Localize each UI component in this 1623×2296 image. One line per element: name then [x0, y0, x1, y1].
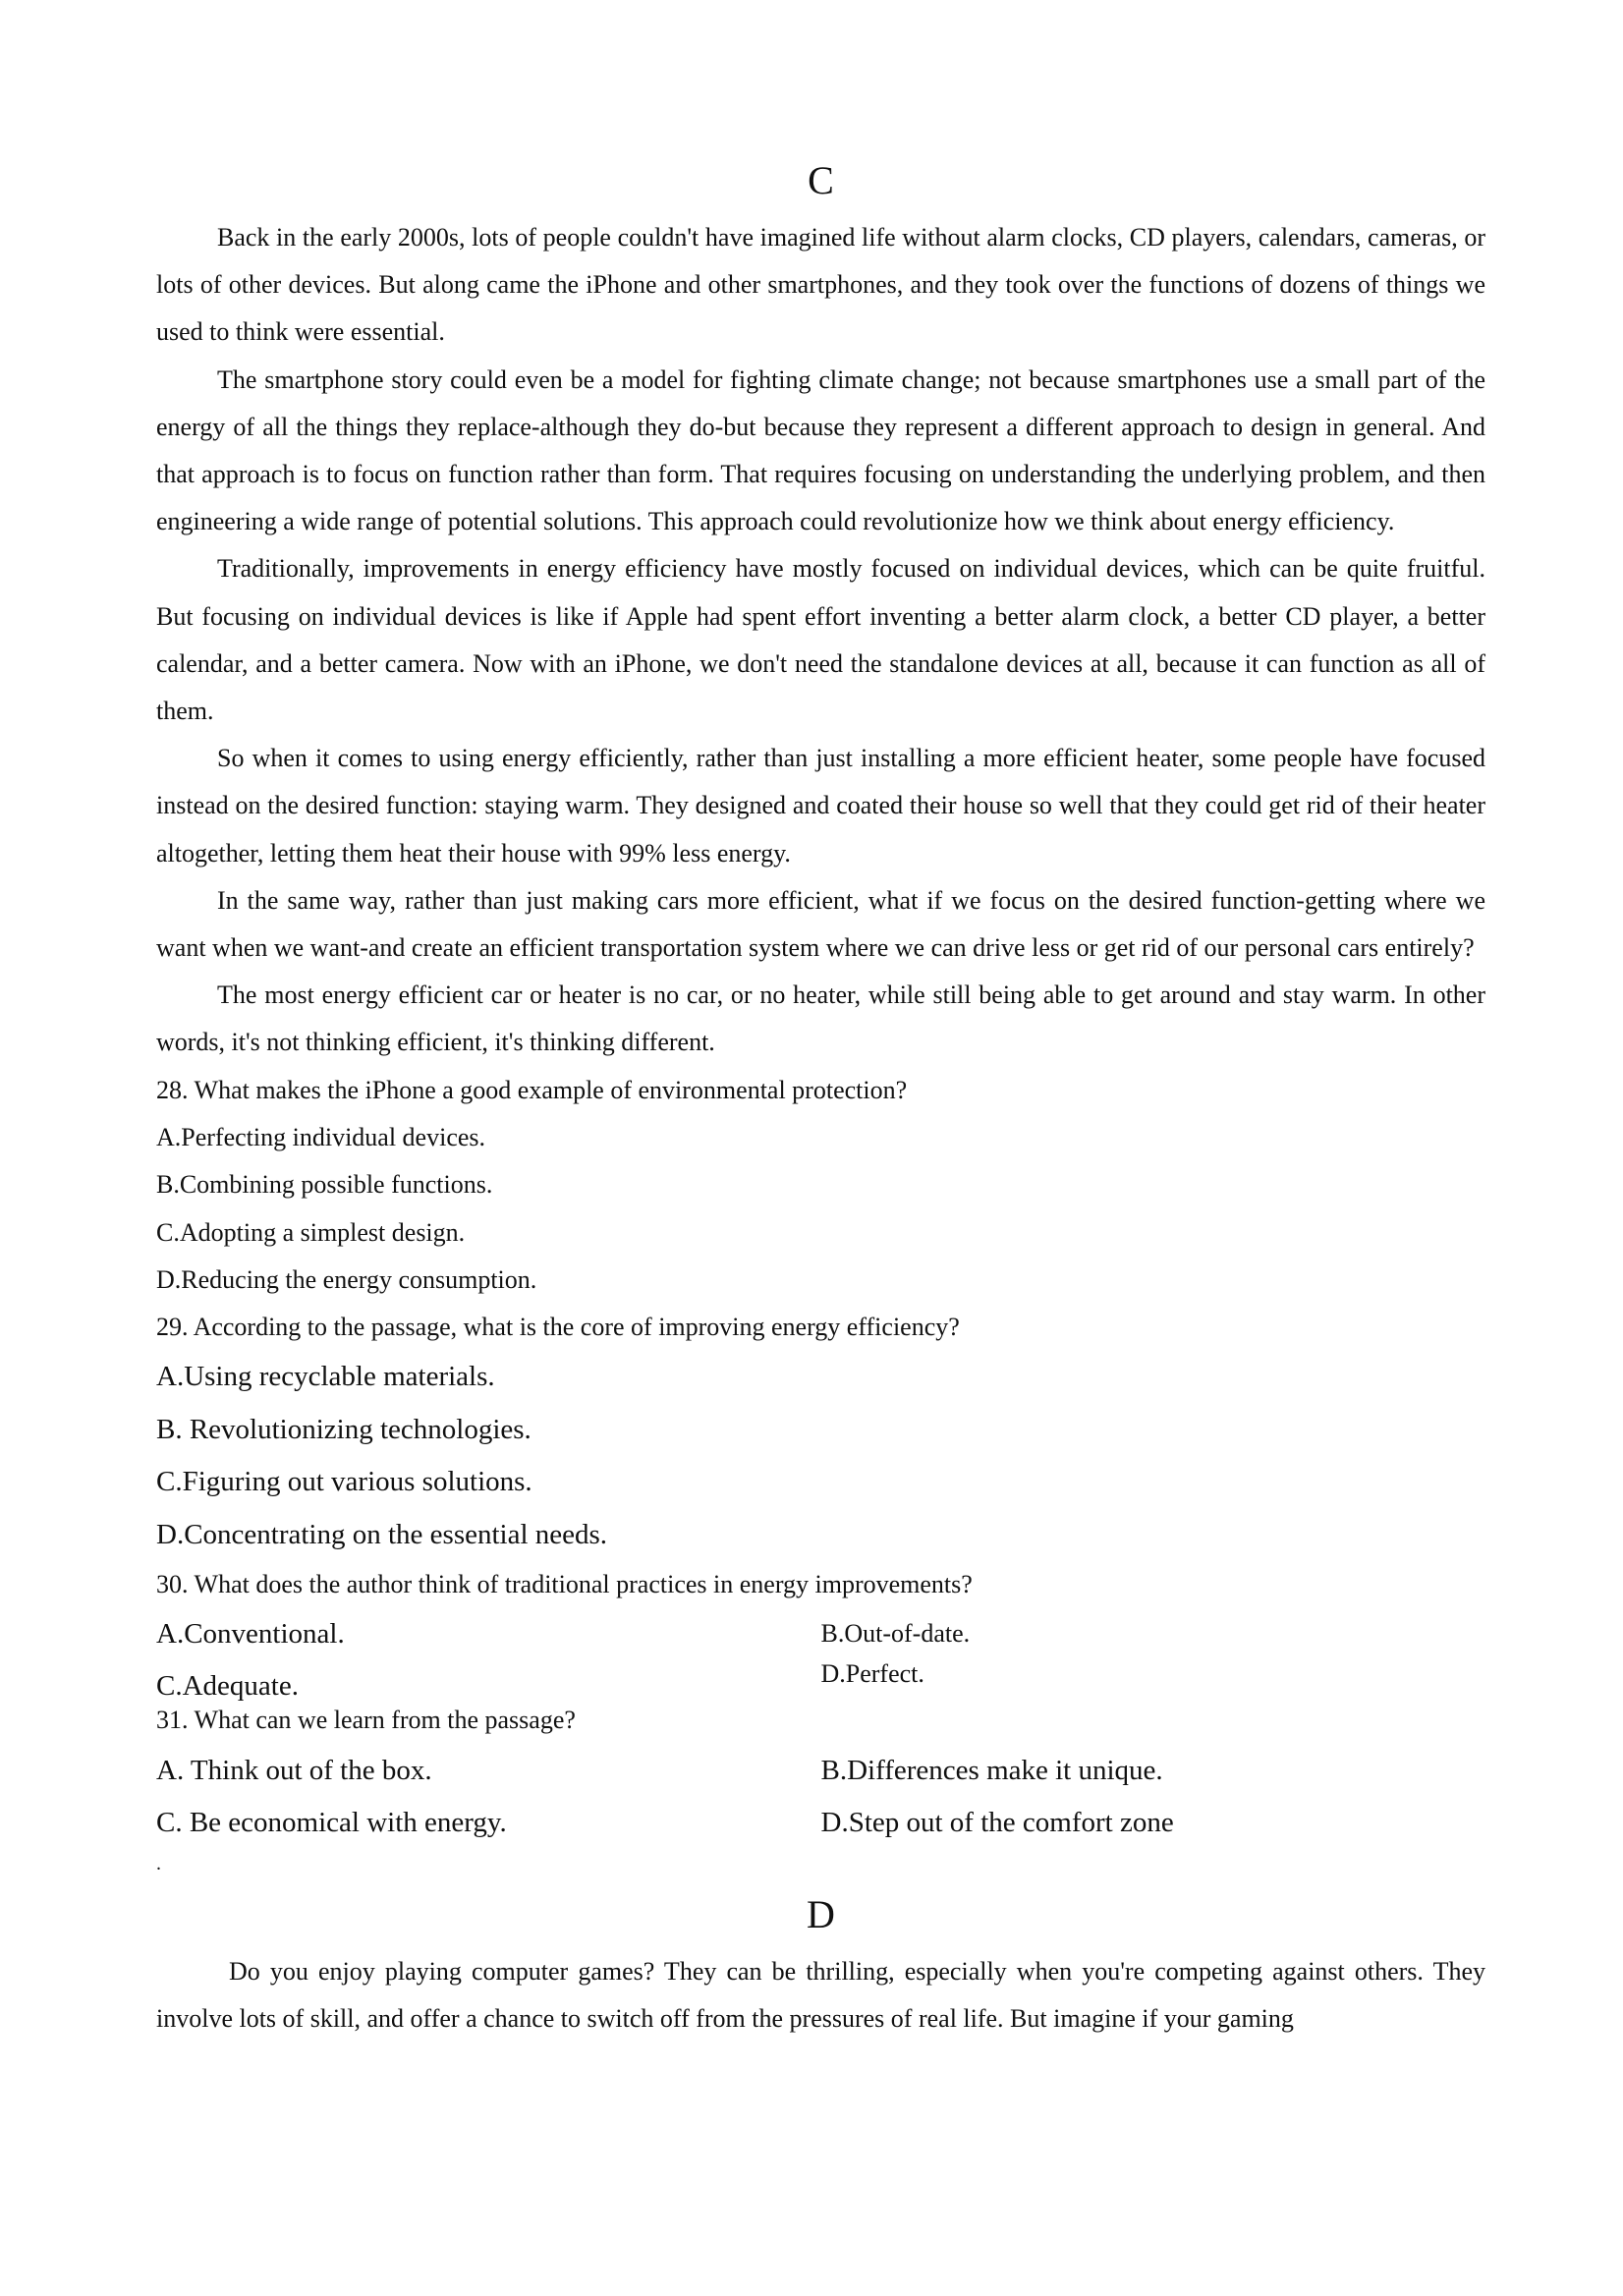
question-31-option-c: C. Be economical with energy.: [156, 1807, 507, 1839]
question-31-option-b: B.Differences make it unique.: [820, 1754, 1163, 1786]
passage-c-paragraph-2: The smartphone story could even be a model for fighting climate change; not because smartphones use a small part of the energy of all the things they replace-although they do-but because they represent a different approach to design in general. And that approach is to focus on function rather than form. That requires focusing on understanding the underlying problem, and then engineering a wide range of potential solutions. This approach could revolutionize how we think about energy efficiency.: [156, 364, 1485, 536]
question-28-option-b: B.Combining possible functions.: [156, 1170, 493, 1200]
question-29: [156, 1304, 1485, 1561]
question-30-option-d: D.Perfect.: [820, 1659, 924, 1689]
section-d-heading: D: [807, 1891, 835, 1936]
question-29-option-b: B. Revolutionizing technologies.: [156, 1413, 532, 1445]
question-28-option-c: C.Adopting a simplest design.: [156, 1217, 466, 1247]
question-30: [156, 1561, 1485, 1703]
question-29-option-a: A.Using recyclable materials.: [156, 1361, 495, 1393]
question-31-options-row-1: [156, 1745, 1485, 1798]
question-31-options-row-2: [156, 1797, 1485, 1850]
question-28-option-d: D.Reducing the energy consumption.: [156, 1264, 537, 1294]
section-d: [156, 1881, 1485, 2043]
question-30-option-c: C.Adequate.: [156, 1670, 299, 1703]
question-31-option-a: A. Think out of the box.: [156, 1754, 432, 1786]
question-29-option-d: D.Concentrating on the essential needs.: [156, 1518, 608, 1550]
question-30-option-a: A.Conventional.: [156, 1618, 345, 1651]
stray-mark: .: [156, 1852, 161, 1875]
question-31-option-d: D.Step out of the comfort zone: [820, 1807, 1174, 1839]
passage-c-paragraph-3: Traditionally, improvements in energy efficiency have mostly focused on individual devices, which can be quite fruitful. But focusing on individual devices is like if Apple had spent effort inventing a better alarm clock, a better CD player, a better calendar, and a better camera. Now with an iPhone, we don't need the standalone devices at all, because it can function as all of them.: [156, 554, 1485, 726]
question-30-option-b: B.Out-of-date.: [820, 1619, 971, 1649]
passage-c-paragraph-1: Back in the early 2000s, lots of people couldn't have imagined life without alarm clocks, CD players, calendars, cameras, or lots of other devices. But along came the iPhone and other smartphones, and they took over the functions of dozens of things we used to think were essential.: [156, 223, 1485, 347]
question-28: [156, 1067, 1485, 1304]
passage-c-paragraph-5: In the same way, rather than just making cars more efficient, what if we focus on the desired function-getting where we want when we want-and create an efficient transportation system where we can drive less or get rid of our personal cars entirely?: [156, 885, 1485, 963]
section-c-heading: C: [808, 158, 834, 202]
question-28-stem: 28. What makes the iPhone a good example of environmental protection?: [156, 1075, 908, 1104]
question-30-stem: 30. What does the author think of traditional practices in energy improvements?: [156, 1570, 973, 1598]
question-28-option-a: A.Perfecting individual devices.: [156, 1122, 486, 1151]
question-31: [156, 1697, 1485, 1849]
passage-c-paragraph-6: The most energy efficient car or heater is no car, or no heater, while still being able to get around and stay warm. In other words, it's not thinking efficient, it's thinking different.: [156, 980, 1485, 1057]
question-30-options-row-1: [156, 1608, 1485, 1659]
exam-page: [156, 147, 1485, 2043]
question-29-option-c: C.Figuring out various solutions.: [156, 1466, 532, 1498]
question-29-stem: 29. According to the passage, what is the core of improving energy efficiency?: [156, 1313, 960, 1342]
passage-d-paragraph-1: Do you enjoy playing computer games? They can be thrilling, especially when you're competing against others. They involve lots of skill, and offer a chance to switch off from the pressures of real life. But imagine if your gaming: [156, 1956, 1485, 2033]
passage-c-paragraph-4: So when it comes to using energy efficiently, rather than just installing a more efficient heater, some people have focused instead on the desired function: staying warm. They designed and coated their house so well that they could get rid of their heater altogether, letting them heat their house with 99% less energy.: [156, 744, 1485, 868]
question-31-stem: 31. What can we learn from the passage?: [156, 1706, 576, 1735]
passage-c: [156, 214, 1485, 1067]
question-30-options-row-2: [156, 1659, 1485, 1703]
